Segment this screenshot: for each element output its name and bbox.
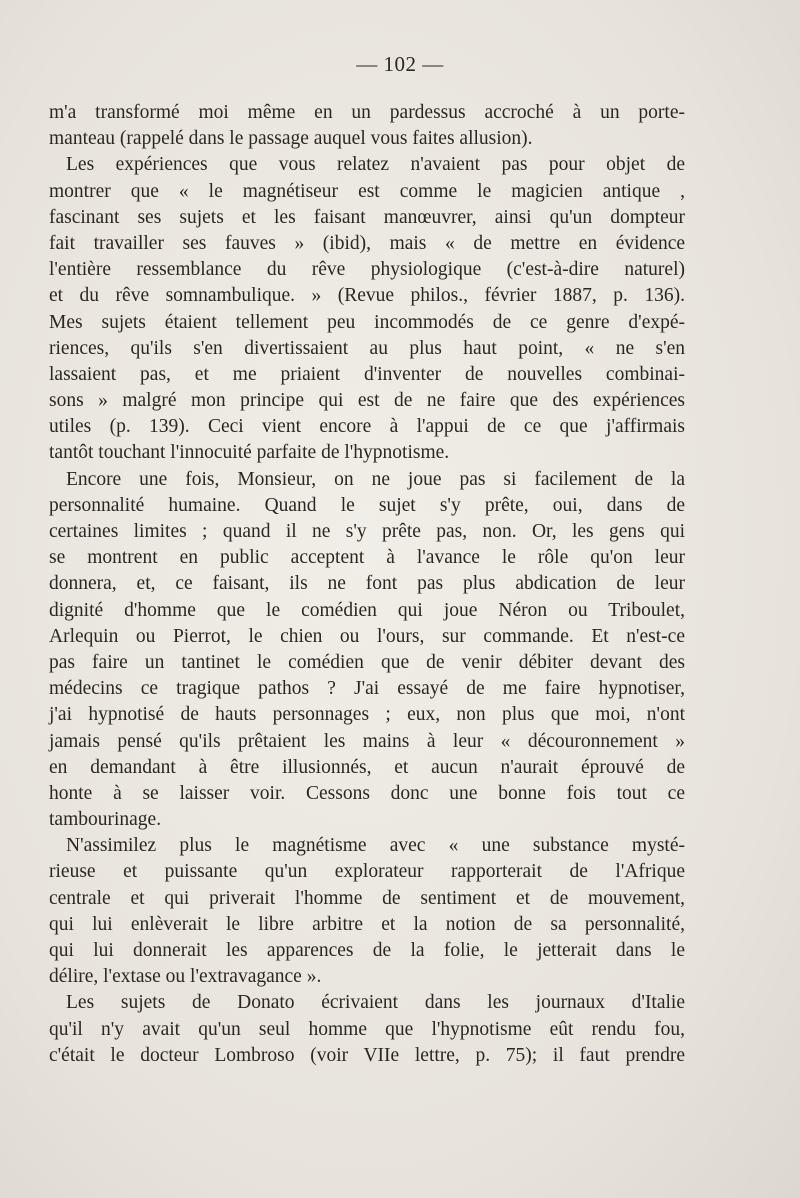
text-line: Mes sujets étaient tellement peu incommodés de ce genre d'expé- <box>49 311 685 333</box>
text-line: et du rêve somnambulique. » (Revue philos., février 1887, p. 136). <box>49 285 685 307</box>
text-line: pas faire un tantinet le comédien que de venir débiter devant des <box>49 651 685 673</box>
text-line: fascinant ses sujets et les faisant manœuvrer, ainsi qu'un dompteur <box>49 206 685 228</box>
text-line: honte à se laisser voir. Cessons donc une bonne fois tout ce <box>49 782 685 804</box>
text-line: jamais pensé qu'ils prêtaient les mains à leur « découronnement » <box>49 730 685 752</box>
text-line: c'était le docteur Lombroso (voir VIIe lettre, p. 75); il faut prendre <box>49 1044 685 1066</box>
text-line: certaines limites ; quand il ne s'y prête pas, non. Or, les gens qui <box>49 521 685 542</box>
text-line: médecins ce tragique pathos ? J'ai essayé de me faire hypnotiser, <box>49 678 685 700</box>
text-line: rieuse et puissante qu'un explorateur rapporterait de l'Afrique <box>49 861 685 883</box>
text-line: manteau (rappelé dans le passage auquel vous faites allusion). <box>49 128 533 150</box>
text-line: Les expériences que vous relatez n'avaient pas pour objet de <box>66 154 685 176</box>
text-line: délire, l'extase ou l'extravagance ». <box>49 966 322 988</box>
text-line: N'assimilez plus le magnétisme avec « une substance mysté- <box>66 835 685 857</box>
text-line: personnalité humaine. Quand le sujet s'y prête, oui, dans de <box>49 494 685 516</box>
text-line: riences, qu'ils s'en divertissaient au plus haut point, « ne s'en <box>49 337 685 359</box>
text-line: donnera, et, ce faisant, ils ne font pas plus abdication de leur <box>49 573 685 595</box>
page-number: — 102 — <box>356 52 444 76</box>
text-line: sons » malgré mon principe qui est de ne faire que des expériences <box>49 390 685 412</box>
text-line: l'entière ressemblance du rêve physiologique (c'est-à-dire naturel) <box>49 259 685 281</box>
text-line: fait travailler ses fauves » (ibid), mais « de mettre en évidence <box>49 232 685 254</box>
text-line: j'ai hypnotisé de hauts personnages ; eux, non plus que moi, n'ont <box>49 704 685 726</box>
text-line: m'a transformé moi même en un pardessus accroché à un porte- <box>49 102 685 123</box>
text-line: Les sujets de Donato écrivaient dans les journaux d'Italie <box>66 992 685 1014</box>
text-line: tantôt touchant l'innocuité parfaite de l'hypnotisme. <box>49 442 450 464</box>
text-line: centrale et qui priverait l'homme de sentiment et de mouvement, <box>49 887 685 909</box>
text-line: en demandant à être illusionnés, et aucun n'aurait éprouvé de <box>49 756 685 778</box>
text-line: lassaient pas, et me priaient d'inventer de nouvelles combinai- <box>49 363 685 385</box>
text-line: dignité d'homme que le comédien qui joue Néron ou Triboulet, <box>49 599 685 621</box>
text-line: Arlequin ou Pierrot, le chien ou l'ours, sur commande. Et n'est-ce <box>49 625 685 647</box>
text-line: tambourinage. <box>49 809 162 831</box>
text-line: qui lui donnerait les apparences de la folie, le jetterait dans le <box>49 940 685 961</box>
text-line: se montrent en public acceptent à l'avance le rôle qu'on leur <box>49 547 685 569</box>
text-line: Encore une fois, Monsieur, on ne joue pas si facilement de la <box>66 468 685 490</box>
text-line: utiles (p. 139). Ceci vient encore à l'appui de ce que j'affirmais <box>49 416 685 438</box>
text-line: qui lui enlèverait le libre arbitre et la notion de sa personnalité, <box>49 913 685 935</box>
text-line: montrer que « le magnétiseur est comme le magicien antique , <box>49 180 685 202</box>
body-text <box>49 100 685 1069</box>
text-line: qu'il n'y avait qu'un seul homme que l'hypnotisme eût rendu fou, <box>49 1018 685 1040</box>
